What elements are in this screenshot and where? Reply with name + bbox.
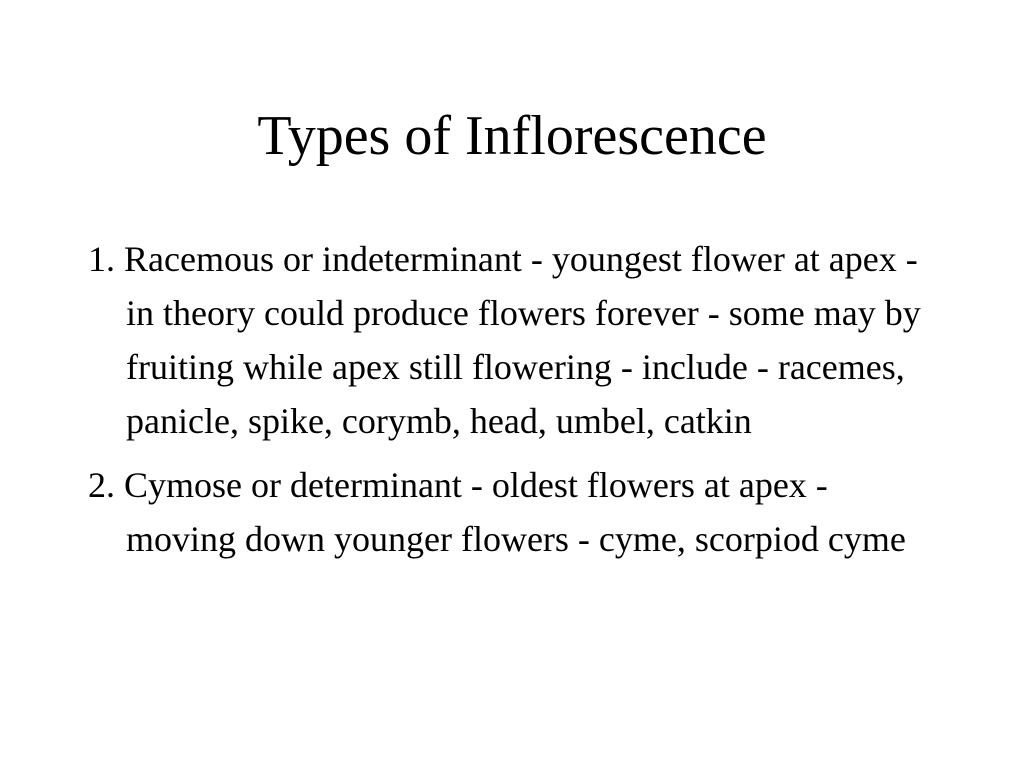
slide-title: Types of Inflorescence xyxy=(257,105,767,167)
bullet-list xyxy=(88,232,938,576)
list-item-racemous: 1. Racemous or indeterminant - youngest flower at apex - in theory could produce flowers forever - some may by fruiting while apex still flowering - include - racemes, panicle, spike, corymb, head, umbel, catkin xyxy=(88,239,921,441)
list-item-cymose: 2. Cymose or determinant - oldest flowers at apex - moving down younger flowers - cyme, scorpiod cyme xyxy=(88,465,906,559)
